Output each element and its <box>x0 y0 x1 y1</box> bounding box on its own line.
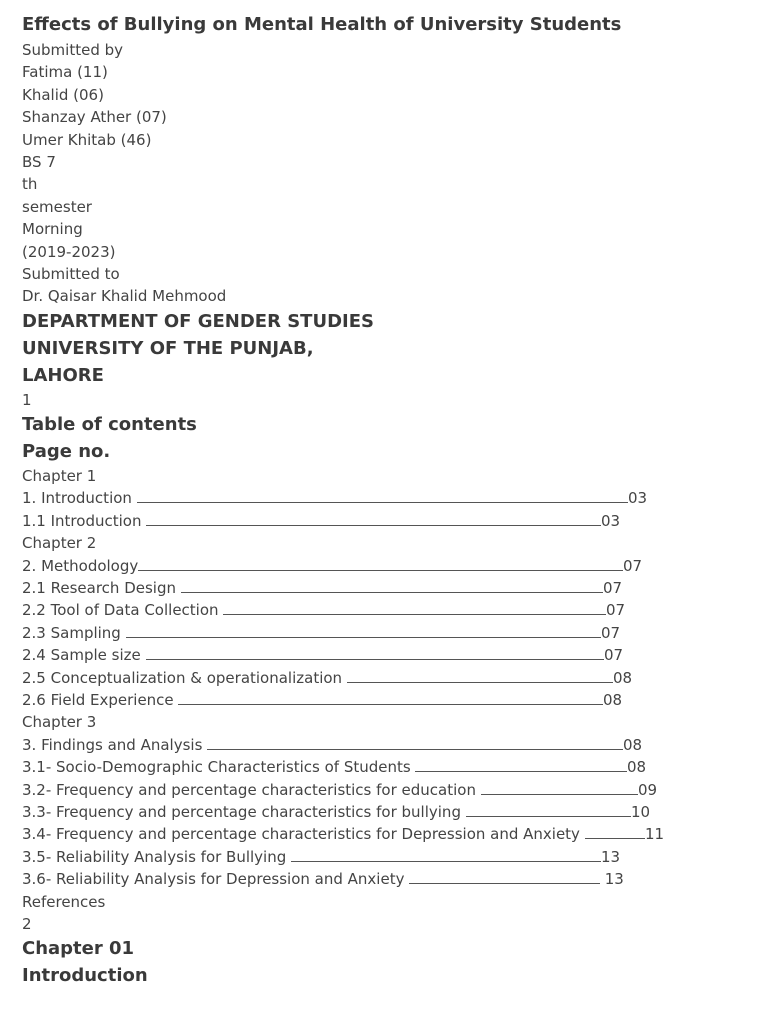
document-title: Effects of Bullying on Mental Health of University Students <box>22 14 622 35</box>
toc-chapter-label <box>22 891 768 913</box>
city-heading: LAHORE <box>22 364 104 386</box>
introduction-heading: Introduction <box>22 965 148 987</box>
front-line: Submitted to <box>22 264 120 283</box>
toc-entry-text: References <box>22 892 106 911</box>
toc-entry-text: 1.1 Introduction <box>22 511 147 530</box>
toc-page-number: 07 <box>606 601 626 620</box>
toc-leader-line <box>178 691 603 705</box>
toc-entry-text: 3.5- Reliability Analysis for Bullying <box>22 847 292 866</box>
toc-page-number: 09 <box>638 780 658 799</box>
toc-leader-line <box>137 489 628 503</box>
toc-entry[interactable] <box>22 510 768 532</box>
toc-page-number: 13 <box>601 847 621 866</box>
toc-entry[interactable] <box>22 577 768 599</box>
department-heading: DEPARTMENT OF GENDER STUDIES <box>22 310 374 332</box>
toc-entry[interactable] <box>22 779 768 801</box>
front-line: Shanzay Ather (07) <box>22 108 167 127</box>
toc-chapter-label <box>22 532 768 554</box>
toc-entry-text: 2.5 Conceptualization & operationalization <box>22 668 347 687</box>
toc-entry-text: 2.3 Sampling <box>22 623 126 642</box>
front-line: Khalid (06) <box>22 85 104 104</box>
toc-entry-text: 3.1- Socio-Demographic Characteristics of Students <box>22 758 416 777</box>
toc-entry[interactable] <box>22 868 768 890</box>
toc-entry[interactable] <box>22 689 768 711</box>
toc-entry[interactable] <box>22 599 768 621</box>
toc-entry[interactable] <box>22 801 768 823</box>
toc-page-number: 08 <box>603 690 623 709</box>
toc-page-number: 07 <box>604 646 624 665</box>
front-line: Fatima (11) <box>22 63 108 82</box>
toc-page-number: 10 <box>631 802 651 821</box>
toc-page-number: 08 <box>623 735 643 754</box>
toc-chapter-label <box>22 465 768 487</box>
toc-entry[interactable] <box>22 823 768 845</box>
toc-entry-text: 3. Findings and Analysis <box>22 735 208 754</box>
toc-page-number: 08 <box>613 668 633 687</box>
page-no-heading: Page no. <box>22 441 111 463</box>
page-number: 1 <box>22 390 32 409</box>
toc-entry-text: 2. Methodology <box>22 556 139 575</box>
front-line: BS 7 <box>22 152 56 171</box>
front-matter <box>22 39 768 308</box>
toc-entry-text: 3.6- Reliability Analysis for Depression and Anxiety <box>22 870 410 889</box>
toc-leader-line <box>415 758 627 772</box>
toc-leader-line <box>291 848 601 862</box>
front-line: Dr. Qaisar Khalid Mehmood <box>22 287 227 306</box>
toc-entry-text: 2.6 Field Experience <box>22 690 179 709</box>
toc-entry[interactable] <box>22 734 768 756</box>
front-line: semester <box>22 197 92 216</box>
toc-page-number: 07 <box>601 623 621 642</box>
toc-leader-line <box>126 624 601 638</box>
front-line: Morning <box>22 220 83 239</box>
toc-entry-text: 2.1 Research Design <box>22 579 181 598</box>
toc-entry[interactable] <box>22 667 768 689</box>
toc-entry-text: 3.3- Frequency and percentage characteristics for bullying <box>22 802 466 821</box>
toc-page-number: 03 <box>628 489 648 508</box>
table-of-contents <box>22 465 768 913</box>
toc-page-number: 03 <box>601 511 621 530</box>
toc-leader-line <box>146 646 605 660</box>
toc-entry-text: 2.2 Tool of Data Collection <box>22 601 224 620</box>
toc-page-number: 07 <box>623 556 643 575</box>
toc-entry[interactable] <box>22 756 768 778</box>
toc-entry[interactable] <box>22 555 768 577</box>
toc-page-number: 13 <box>600 870 624 889</box>
toc-leader-line <box>409 870 600 884</box>
toc-leader-line <box>585 825 645 839</box>
toc-entry-text: 1. Introduction <box>22 489 137 508</box>
toc-leader-line <box>207 736 623 750</box>
toc-leader-line <box>223 601 606 615</box>
toc-page-number: 08 <box>627 758 647 777</box>
toc-entry-text: Chapter 1 <box>22 467 97 486</box>
toc-leader-line <box>481 781 638 795</box>
toc-entry[interactable] <box>22 487 768 509</box>
toc-entry-text: Chapter 3 <box>22 713 97 732</box>
toc-leader-line <box>466 803 631 817</box>
university-heading: UNIVERSITY OF THE PUNJAB, <box>22 337 314 359</box>
toc-heading: Table of contents <box>22 414 197 436</box>
toc-leader-line <box>347 669 613 683</box>
front-line: Submitted by <box>22 41 124 59</box>
toc-entry[interactable] <box>22 846 768 868</box>
toc-leader-line <box>146 512 601 526</box>
toc-entry-text: Chapter 2 <box>22 534 97 553</box>
toc-page-number: 07 <box>603 579 623 598</box>
front-line: th <box>22 175 38 194</box>
toc-chapter-label <box>22 711 768 733</box>
front-line: (2019-2023) <box>22 242 116 261</box>
toc-page-number: 11 <box>645 825 665 844</box>
toc-entry[interactable] <box>22 622 768 644</box>
toc-entry-text: 3.4- Frequency and percentage characteristics for Depression and Anxiety <box>22 825 585 844</box>
toc-leader-line <box>138 557 623 571</box>
chapter-heading: Chapter 01 <box>22 938 135 960</box>
front-line: Umer Khitab (46) <box>22 130 152 149</box>
toc-entry-text: 3.2- Frequency and percentage characteristics for education <box>22 780 481 799</box>
toc-entry[interactable] <box>22 644 768 666</box>
page-number: 2 <box>22 914 32 933</box>
toc-entry-text: 2.4 Sample size <box>22 646 146 665</box>
toc-leader-line <box>181 579 603 593</box>
